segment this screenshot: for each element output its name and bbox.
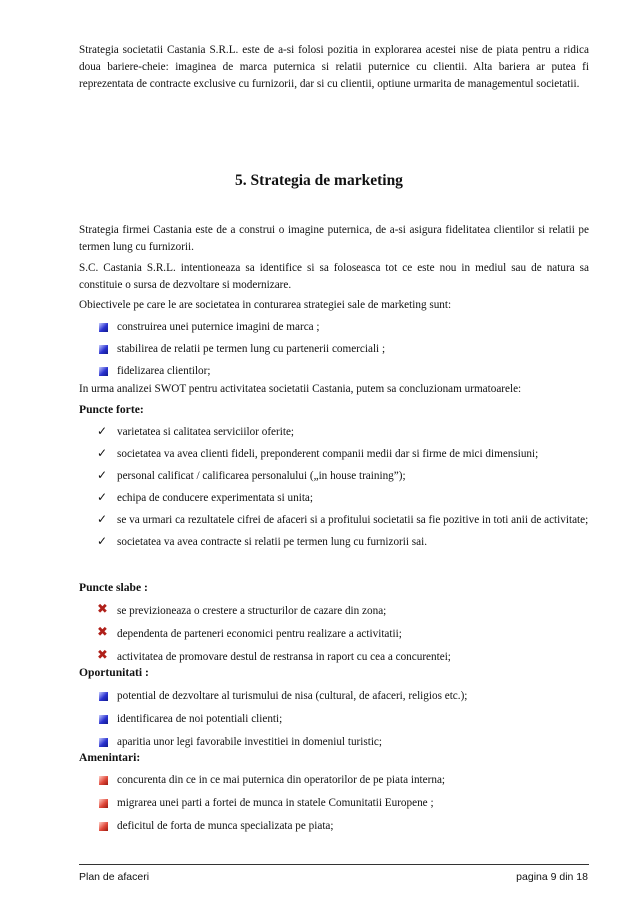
checkmark-icon: ✓ bbox=[97, 490, 108, 504]
blue-square-icon bbox=[99, 345, 108, 354]
intro-paragraph: Strategia societatii Castania S.R.L. este de a-si folosi pozitia in explorarea acestei nise de piata pentru a ridica doua bariere-cheie: imaginea de marca puternica si relatii puternice cu clientii. Alta bariera ar putea fi reprezentata de contracte exclusive cu furnizorii, dar si cu clientii, optiune urmarita de managementul societatii. bbox=[79, 44, 589, 90]
x-mark-icon: ✖ bbox=[97, 602, 108, 617]
intro-section bbox=[79, 42, 589, 93]
list-item: stabilirea de relatii pe termen lung cu partenerii comerciali ; bbox=[97, 342, 589, 357]
objectives-list bbox=[97, 320, 589, 379]
swot-intro-wrap bbox=[79, 381, 589, 398]
x-mark-icon: ✖ bbox=[97, 625, 108, 640]
list-item: deficitul de forta de munca specializata pe piata; bbox=[97, 819, 589, 834]
list-item: identificarea de noi potentiali clienti; bbox=[97, 712, 589, 727]
strategy-paragraph-1: Strategia firmei Castania este de a construi o imagine puternica, de a-si asigura fidelitatea clientilor si relatii pe termen lung cu furnizorii. bbox=[79, 224, 589, 253]
red-square-icon bbox=[99, 776, 108, 785]
section-title: 5. Strategia de marketing bbox=[235, 172, 403, 189]
strategy-paragraph-2-wrap bbox=[79, 260, 589, 294]
opportunities-title: Oportunitati : bbox=[79, 666, 149, 679]
footer-divider bbox=[79, 864, 589, 865]
threats-list bbox=[97, 773, 589, 834]
blue-square-icon bbox=[99, 692, 108, 701]
list-item: ✖ activitatea de promovare destul de restransa in raport cu cea a concurentei; bbox=[97, 648, 451, 663]
list-item: ✓ personal calificat / calificarea personalului („in house training”); bbox=[97, 468, 406, 482]
blue-square-icon bbox=[99, 367, 108, 376]
weaknesses-list bbox=[97, 604, 589, 665]
red-square-icon bbox=[99, 799, 108, 808]
list-item: migrarea unei parti a fortei de munca in statele Comunitatii Europene ; bbox=[97, 796, 589, 811]
list-item: ✖ se previzioneaza o crestere a structurilor de cazare din zona; bbox=[97, 602, 387, 617]
list-item: fidelizarea clientilor; bbox=[97, 364, 589, 379]
strategy-paragraph-2: S.C. Castania S.R.L. intentioneaza sa identifice si sa foloseasca tot ce este nou in mediul sau de natura sa constituie o sursa de dezvoltare si modernizare. bbox=[79, 262, 589, 291]
list-item: concurenta din ce in ce mai puternica din operatorilor de pe piata interna; bbox=[97, 773, 589, 788]
list-item: aparitia unor legi favorabile investitiei in domeniul turistic; bbox=[97, 735, 589, 750]
objectives-intro-wrap bbox=[79, 297, 589, 314]
checkmark-icon: ✓ bbox=[97, 512, 108, 526]
strengths-list bbox=[97, 425, 589, 550]
objectives-intro: Obiectivele pe care le are societatea in conturarea strategiei sale de marketing sunt: bbox=[79, 299, 452, 311]
threats-title: Amenintari: bbox=[79, 751, 141, 764]
list-item: ✓ echipa de conducere experimentata si unita; bbox=[97, 490, 313, 504]
blue-square-icon bbox=[99, 715, 108, 724]
list-item: ✓ se va urmari ca rezultatele cifrei de afaceri si a profitului societatii sa fie pozitive in toti anii de activitate; bbox=[97, 512, 589, 526]
checkmark-icon: ✓ bbox=[97, 424, 108, 438]
opportunities-list bbox=[97, 689, 589, 750]
footer-page-number: pagina 9 din 18 bbox=[516, 871, 588, 883]
strengths-title: Puncte forte: bbox=[79, 403, 144, 416]
footer-document-title: Plan de afaceri bbox=[79, 871, 150, 883]
weaknesses-title: Puncte slabe : bbox=[79, 581, 148, 594]
checkmark-icon: ✓ bbox=[97, 534, 108, 548]
blue-square-icon bbox=[99, 323, 108, 332]
blue-square-icon bbox=[99, 738, 108, 747]
checkmark-icon: ✓ bbox=[97, 446, 108, 460]
list-item: ✖ dependenta de parteneri economici pentru realizare a activitatii; bbox=[97, 625, 402, 640]
list-item: construirea unei puternice imagini de marca ; bbox=[97, 320, 589, 335]
list-item: ✓ societatea va avea clienti fideli, preponderent companii medii dar si firme de mici dimensiuni; bbox=[97, 446, 539, 460]
list-item: ✓ societatea va avea contracte si relatii pe termen lung cu furnizorii sai. bbox=[97, 534, 427, 548]
swot-intro: In urma analizei SWOT pentru activitatea societatii Castania, putem sa concluzionam urmatoarele: bbox=[79, 383, 522, 395]
strategy-paragraph-1-wrap bbox=[79, 222, 589, 256]
list-item: ✓ varietatea si calitatea serviciilor oferite; bbox=[97, 424, 295, 438]
x-mark-icon: ✖ bbox=[97, 648, 108, 663]
checkmark-icon: ✓ bbox=[97, 468, 108, 482]
red-square-icon bbox=[99, 822, 108, 831]
list-item: potential de dezvoltare al turismului de nisa (cultural, de afaceri, religios etc.); bbox=[97, 689, 589, 704]
